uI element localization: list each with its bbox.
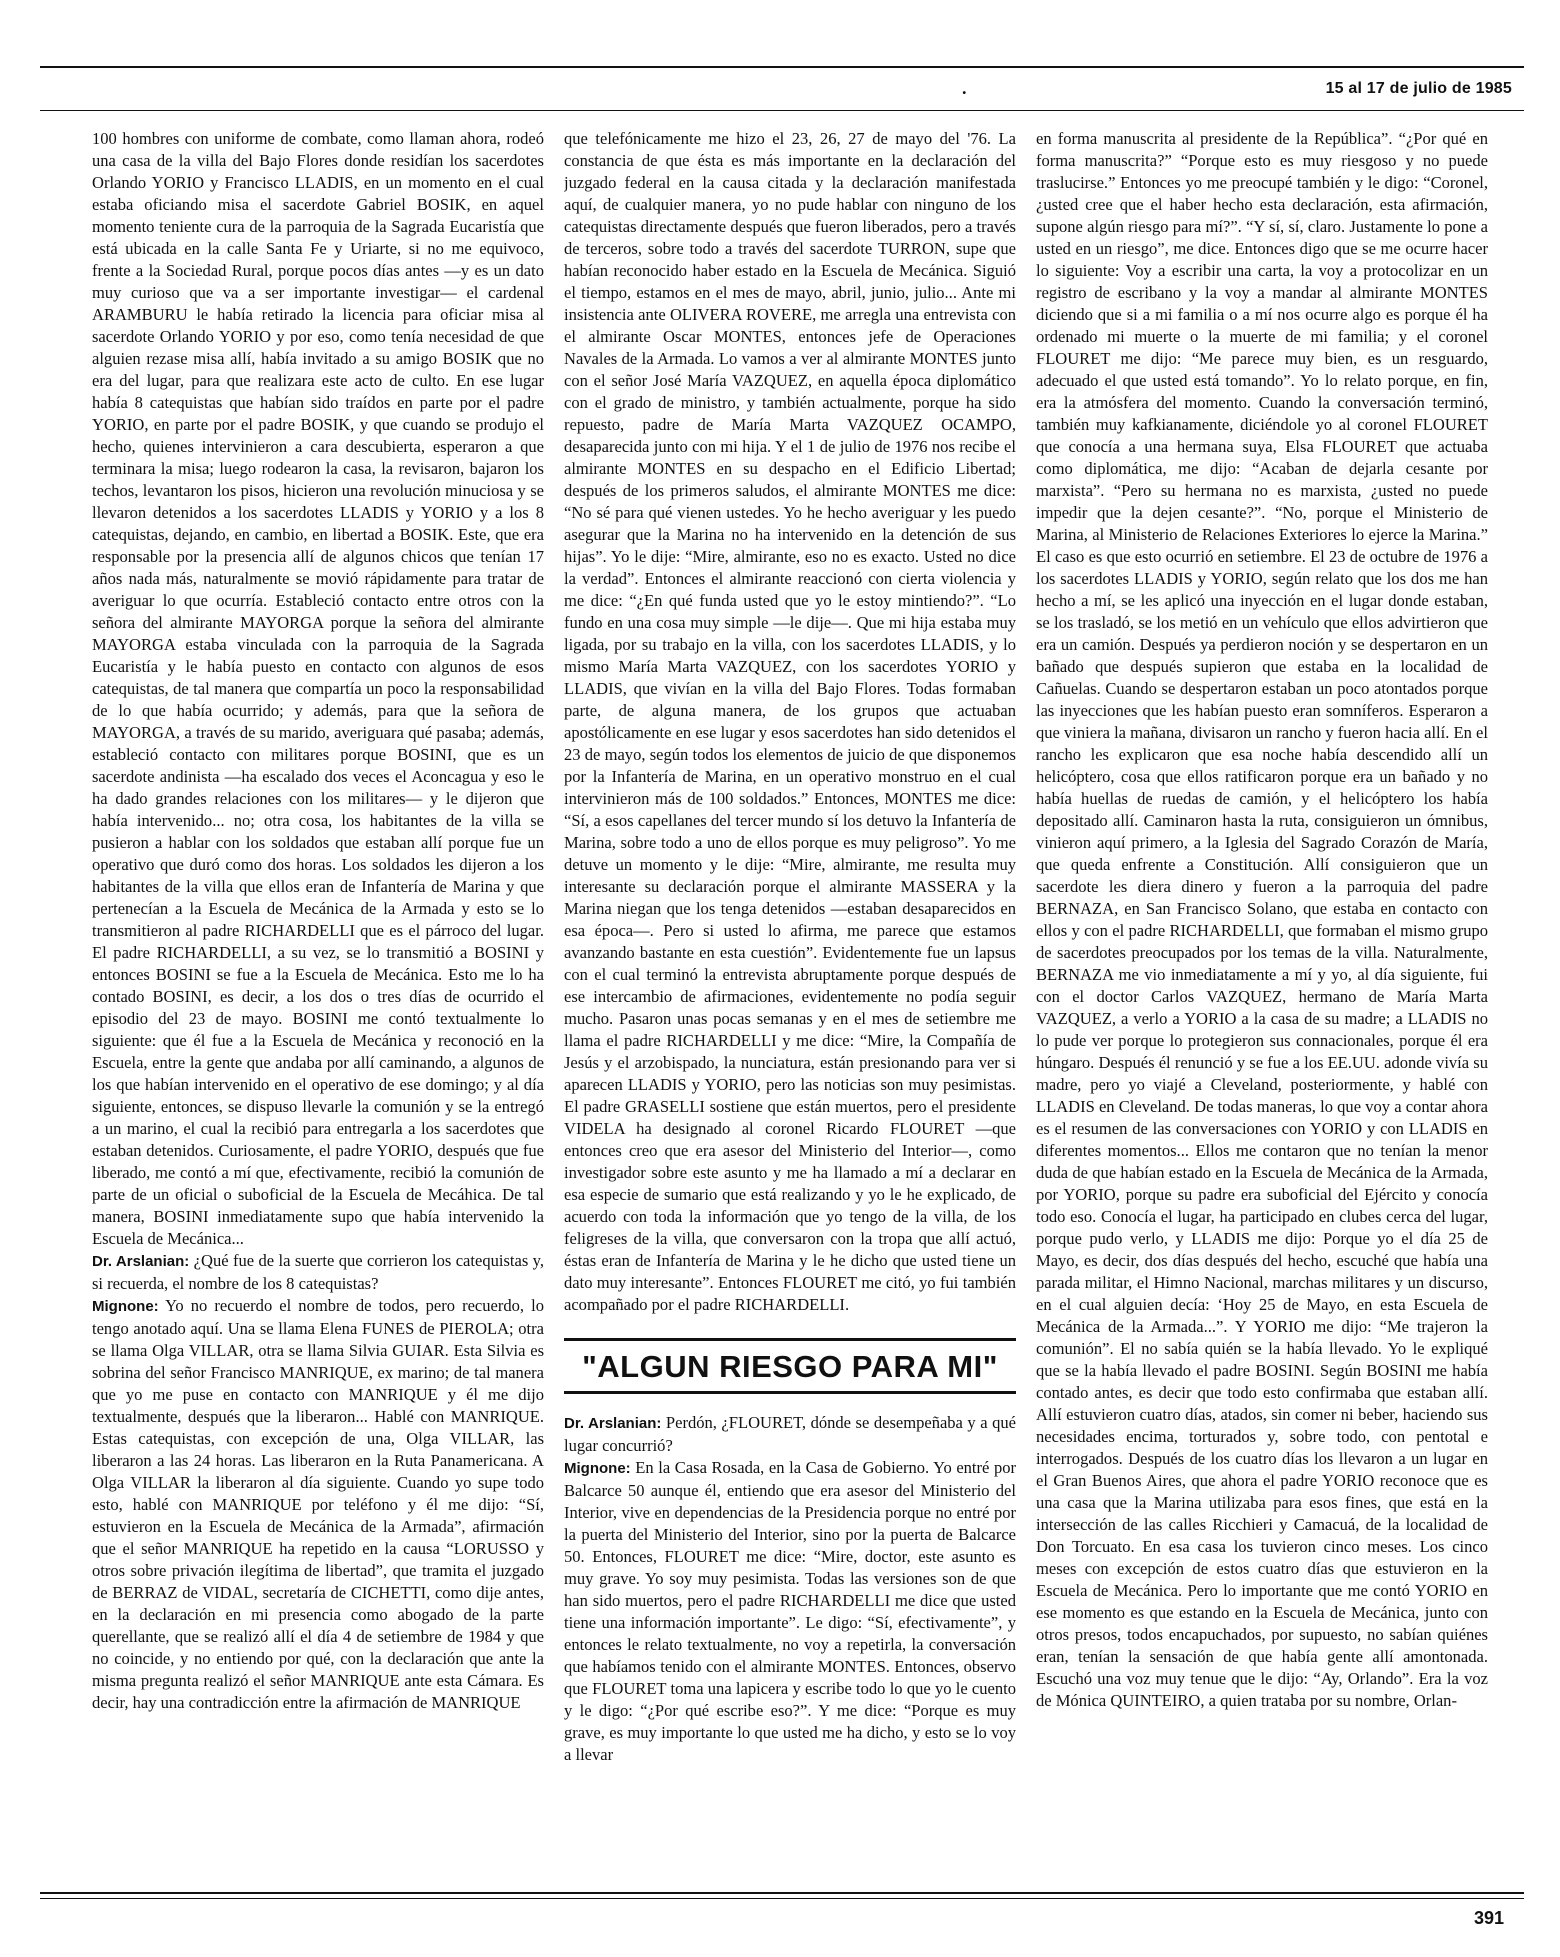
column-1 — [92, 128, 544, 1866]
header-dot: . — [962, 78, 967, 98]
bottom-rule-thin — [40, 1898, 1524, 1899]
speech-text: Yo no recuerdo el nombre de todos, pero recuerdo, lo tengo anotado aquí. Una se llama Elena FUNES de PIEROLA; otra se llama Olga VILLAR, otra se llama Silvia GUIAR. Esta Silvia es sobrina del señor Francisco MANRIQUE, ex marino; de tal manera que yo me puse en contacto con MANRIQUE y él me dijo textualmente, después que la liberaron... Hablé con MANRIQUE. Estas catequistas, con excepción de una, Olga VILLAR, las liberaron a las 24 horas. Las liberaron en la Ruta Panamericana. A Olga VILLAR la liberaron al día siguiente. Cuando yo supe todo esto, hablé con MANRIQUE por teléfono y él me dijo: “Sí, estuvieron en la Escuela de Mecánica de la Armada”, afirmación que el señor MANRIQUE ha repetido en la causa “LORUSSO y otros sobre privación ilegítima de libertad”, que tramita el juzgado de BERRAZ de VIDAL, secretaría de CICHETTI, como dije antes, en la declaración en mi presencia como abogado de la parte querellante, que se realizó allí el día 4 de setiembre de 1984 y que no coincide, y no entiendo por qué, con la declaración que ante la misma pregunta realizó el señor MANRIQUE ante esta Cámara. Es decir, hay una contradicción entre la afirmación de MANRIQUE — [92, 1296, 544, 1712]
bottom-rule — [40, 1892, 1524, 1894]
paragraph — [92, 1250, 544, 1295]
issue-date: 15 al 17 de julio de 1985 — [1325, 80, 1512, 97]
speech-text: Perdón, ¿FLOURET, dónde se desempeñaba y a qué lugar concurrió? — [564, 1413, 1016, 1455]
speaker-label: Dr. Arslanian: — [564, 1415, 662, 1432]
paragraph: en forma manuscrita al presidente de la República”. “¿Por qué en forma manuscrita?” “Porque esto es muy riesgoso y no puede traslucirse.” Entonces yo me preocupé también y le digo: “Coronel, ¿usted cree que el haber hecho esta declaración, esta afirmación, supone algún riesgo para mí?”. “Y sí, sí, claro. Justamente lo pone a usted en un riesgo”, me dice. Entonces digo que se me ocurre hacer lo siguiente: Voy a escribir una carta, la voy a protocolizar en un registro de escribano y la voy a mandar al almirante MONTES diciendo que si a mi familia o a mí nos ocurre algo es porque él ha ordenado mi muerte o la muerte de mi familia; y el coronel FLOURET me dijo: “Me parece muy bien, es un resguardo, adecuado el que usted está tomando”. Yo lo relato porque, en fin, era la atmósfera del momento. Cuando la conversación terminó, también muy kafkianamente, diciéndole yo al coronel FLOURET que conocía a una hermana suya, Elsa FLOURET que actuaba como diplomática, me dijo: “Acaban de dejarla cesante por marxista”. “Pero su hermana no es marxista, ¿usted no puede impedir que la dejen cesante?”. “No, porque el Ministerio de Marina, al Ministerio de Relaciones Exteriores lo ejerce la Marina.” El caso es que esto ocurrió en setiembre. El 23 de octubre de 1976 a los sacerdotes LLADIS y YORIO, según relato que los dos me han hecho a mí, se les aplicó una inyección en el lugar donde estaban, se los trasladó, se los metió en un vehículo que ellos advirtieron que era un camión. Después ya perdieron noción y se despertaron en un bañado que después supieron que estaba en la localidad de Cañuelas. Cuando se despertaron estaban un poco atontados porque las inyecciones que les habían puesto eran somníferos. Esperaron a que viniera la mañana, divisaron un rancho y fueron hacia allí. En el rancho les explicaron que esa noche había descendido allí un helicóptero, cosa que ellos ratificaron porque era un bañado y no había huellas de ruedas de camión, y el helicóptero los había depositado allí. Caminaron hasta la ruta, consiguieron un ómnibus, vinieron aquí primero, a la Iglesia del Sagrado Corazón de María, que queda enfrente a Constitución. Allí consiguieron que un sacerdote les diera dinero y fueron a la parroquia del padre BERNAZA, en San Francisco Solano, que estaba en contacto con ellos y con el padre RICHARDELLI, que formaban el mismo grupo de sacerdotes preocupados por los temas de la villa. Naturalmente, BERNAZA me vio inmediatamente a mí y yo, al día siguiente, fui con el doctor Carlos VAZQUEZ, hermano de María Marta VAZQUEZ, a verlo a YORIO a la casa de su madre; a LLADIS no lo pude ver porque lo protegieron sus connacionales, porque él era húngaro. Después él renunció y se fue a los EE.UU. adonde vivía su madre, pero yo viajé a Cleveland, posteriormente, y hablé con LLADIS en Cleveland. De todas maneras, lo que voy a contar ahora es el resumen de las conversaciones con YORIO y con LLADIS en diferentes momentos... Ellos me contaron que no tenían la menor duda de que habían estado en la Escuela de Mecánica de la Armada, por YORIO, porque su padre era suboficial del Ejército y conocía todo eso. Conocía el lugar, ha participado en clubes cerca del lugar, porque pudo verlo, y LLADIS me dijo: Porque yo el día 25 de Mayo, es decir, dos días después del hecho, escuché que había una parada militar, el Himno Nacional, marchas militares y un discurso, en el cual alguien decía: ‘Hoy 25 de Mayo, en esta Escuela de Mecánica de la Armada...”. Y YORIO me dijo: “Me trajeron la comunión”. El no sabía quién se la había llevado. Yo le expliqué que se la había llevado el padre BOSINI. Según BOSINI me había contado antes, es decir que todo esto confirmaba que estaban allí. Allí estuvieron cuatro días, atados, sin comer ni beber, haciendo sus necesidades encima, torturados y, sobre todo, con pentotal e interrogados. Después de los cuatro días los llevaron a un lugar en el Gran Buenos Aires, que ahora el padre YORIO reconoce que es una casa que la Marina utilizaba para esos fines, que está en la intersección de las calles Ricchieri y Camacuá, de la localidad de Don Torcuato. En esa casa los tuvieron cinco meses. Los cinco meses con excepción de estos cuatro días que estuvieron en la Escuela de Mecánica. Pero lo importante que me contó YORIO en ese momento es que estando en la Escuela de Mecánica, junto con otros presos, todos encapuchados, por supuesto, no sabían quiénes eran, tenían la sensación de que había gente allí amontonada. Escuchó una voz muy tenue que le dijo: “Ay, Orlando”. Era la voz de Mónica QUINTEIRO, a quien trataba por su nombre, Orlan- — [1036, 129, 1488, 1710]
paragraph: 100 hombres con uniforme de combate, como llaman ahora, rodeó una casa de la villa del Bajo Flores donde residían los sacerdotes Orlando YORIO y Francisco LLADIS, en un momento en el cual estaba oficiando misa el sacerdote Gabriel BOSIK, en aquel momento teniente cura de la parroquia de la Sagrada Eucaristía que está ubicada en la calle Santa Fe y Uriarte, si no me equivoco, frente a la Sociedad Rural, porque pocos días antes —y es un dato muy curioso que va a ser importante investigar— el cardenal ARAMBURU le había retirado la licencia para oficiar misa al sacerdote Orlando YORIO y por eso, como tenía necesidad de que alguien rezase misa allí, había invitado a su amigo BOSIK que no era del lugar, para que realizara este acto de culto. En ese lugar había 8 catequistas que habían sido traídos en parte por el padre YORIO, en parte por el padre BOSIK, y que cuando se produjo el hecho, quienes intervinieron a cara descubierta, esperaron a que terminara la misa; luego rodearon la casa, la revisaron, bajaron los techos, levantaron los pisos, hicieron una revolución minuciosa y se llevaron detenidos a los sacerdotes LLADIS y YORIO y a los 8 catequistas, dejando, en cambio, en libertad a BOSIK. Este, que era responsable por la presencia allí de algunos chicos que tenían 17 años nada más, naturalmente se movió rápidamente para tratar de averiguar lo que ocurría. Estableció contacto entre otros con la señora del almirante MAYORGA porque la señora del almirante MAYORGA estaba vinculada con la parroquia de la Sagrada Eucaristía y le había puesto en contacto con algunos de esos catequistas, de tal manera que compartía un poco la responsabilidad de lo que había ocurrido; y además, para que la señora de MAYORGA, a través de su marido, averiguara qué pasaba; además, estableció contacto con militares porque BOSINI, que es un sacerdote andinista —ha escalado dos veces el Aconcagua y eso le ha dado grandes relaciones con los militares— y le dijeron que había intervenido... no; otra cosa, los habitantes de la villa se pusieron a hablar con los soldados que estaban allí porque fue un operativo que duró como dos horas. Los soldados les dijeron a los habitantes de la villa que ellos eran de Infantería de Marina y que pertenecían a la Escuela de Mecánica de la Armada y esto se lo transmitieron al padre RICHARDELLI que es el párroco del lugar. El padre RICHARDELLI, a su vez, se lo transmitió a BOSINI y entonces BOSINI se fue a la Escuela de Mecánica. Esto me lo ha contado BOSINI, es decir, a los dos o tres días de ocurrido el episodio del 23 de mayo. BOSINI me contó textualmente lo siguiente: que él fue a la Escuela de Mecánica y reconoció en la Escuela, entre la gente que andaba por allí caminando, a algunos de los que habían intervenido en el operativo de ese domingo; y al día siguiente, entonces, se dispuso llevarle la comunión y se la entregó a un marino, el cual la recibió para entregarla a los sacerdotes que estaban detenidos. Curiosamente, el padre YORIO, después que fue liberado, me contó a mí que, efectivamente, recibió la comunión de parte de un oficial o suboficial de la Escuela de Mecáhica. De tal manera, BOSINI inmediatamente supo que había intervenido la Escuela de Mecánica... — [92, 129, 544, 1248]
paragraph — [92, 1295, 544, 1714]
speaker-label: Mignone: — [564, 1460, 631, 1477]
page-number: 391 — [1473, 1908, 1504, 1928]
section-heading: "ALGUN RIESGO PARA MI" — [564, 1338, 1016, 1394]
header-underline — [40, 110, 1524, 111]
speaker-label: Dr. Arslanian: — [92, 1253, 190, 1270]
column-2 — [564, 128, 1016, 1866]
speech-text: ¿Qué fue de la suerte que corrieron los catequistas y, si recuerda, el nombre de los 8 catequistas? — [92, 1251, 544, 1293]
column-3 — [1036, 128, 1488, 1866]
article-body — [92, 128, 1512, 1866]
top-rule — [40, 66, 1524, 68]
paragraph: que telefónicamente me hizo el 23, 26, 27 de mayo del '76. La constancia de que ésta es más importante en la declaración del juzgado federal en la causa citada y la declaración manifestada aquí, de cualquier manera, yo no pude hablar con ninguno de los catequistas directamente después que fueron liberados, pero a través de terceros, sobre todo a través del sacerdote TURRON, supe que habían reconocido haber estado en la Escuela de Mecánica. Siguió el tiempo, estamos en el mes de mayo, abril, junio, julio... Ante mi insistencia ante OLIVERA ROVERE, me arregla una entrevista con el almirante Oscar MONTES, entonces jefe de Operaciones Navales de la Armada. Lo vamos a ver al almirante MONTES junto con el señor José María VAZQUEZ, en aquella época diplomático con el grado de ministro, y también actualmente, porque ha sido repuesto, padre de María Marta VAZQUEZ OCAMPO, desaparecida junto con mi hija. Y el 1 de julio de 1976 nos recibe el almirante MONTES en su despacho en el Edificio Libertad; después de los primeros saludos, el almirante MONTES me dice: “No sé para qué vienen ustedes. Yo he hecho averiguar y les puedo asegurar que la Marina no ha intervenido en la detención de sus hijas”. Yo le dije: “Mire, almirante, eso no es exacto. Usted no dice la verdad”. Entonces el almirante reaccionó con cierta violencia y me dice: “¿En qué funda usted que yo le estoy mintiendo?”. “Lo fundo en una cosa muy simple —le dije—. Que mi hija estaba muy ligada, por su trabajo en la villa, con los sacerdotes LLADIS, y lo mismo María Marta VAZQUEZ, con los sacerdotes YORIO y LLADIS, que vivían en la villa del Bajo Flores. Todas formaban parte, de alguna manera, de los grupos que actuaban apostólicamente en ese lugar y esos sacerdotes han sido detenidos el 23 de mayo, según todos los elementos de juicio de que disponemos por la Infantería de Marina, en un operativo monstruo en el cual intervinieron más de 100 soldados.” Entonces, MONTES me dice: “Sí, a esos capellanes del tercer mundo sí los detuvo la Infantería de Marina, sobre todo a uno de ellos porque es muy peligroso”. Yo me detuve un momento y le dije: “Mire, almirante, me resulta muy interesante su declaración porque el almirante MASSERA y la Marina niegan que los tenga detenidos —estaban desaparecidos en esa época—. Pero si usted lo afirma, me parece que estamos avanzando bastante en esta cuestión”. Evidentemente fue un lapsus con el cual terminó la entrevista abruptamente porque después de ese intercambio de afirmaciones, evidentemente no podía seguir mucho. Pasaron unas pocas semanas y en el mes de setiembre me llama el padre RICHARDELLI y me dice: “Mire, la Compañía de Jesús y el arzobispado, la nunciatura, están presionando para ver si aparecen LLADIS y YORIO, pero las noticias son muy pesimistas. El padre GRASELLI sostiene que están muertos, pero el presidente VIDELA ha designado al coronel Ricardo FLOURET —que entonces creo que era asesor del Ministerio del Interior—, como investigador sobre este asunto y me ha llamado a mí a declarar en esa especie de sumario que está realizando y yo le he explicado, de acuerdo con toda la información que yo tengo de la villa, de los feligreses de la villa, que conversaron con la tropa que allí actuó, éstas eran de Infantería de Marina y le he dicho que usted tiene un dato muy interesante”. Entonces FLOURET me citó, yo fui también acompañado por el padre RICHARDELLI. — [564, 129, 1016, 1314]
speaker-label: Mignone: — [92, 1298, 159, 1315]
speech-text: En la Casa Rosada, en la Casa de Gobierno. Yo entré por Balcarce 50 aunque él, entiendo que era asesor del Ministerio del Interior, vive en dependencias de la Presidencia porque no entré por la puerta del Ministerio del Interior, sino por la puerta de Balcarce 50. Entonces, FLOURET me dice: “Mire, doctor, este asunto es muy grave. Yo soy muy pesimista. Todas las versiones son de que han sido muertos, pero el padre RICHARDELLI me dice que usted tiene una información importante”. Le digo: “Sí, efectivamente”, y entonces le relato textualmente, no voy a repetirla, la conversación que habíamos tenido con el almirante MONTES. Entonces, observo que FLOURET toma una lapicera y escribe todo lo que yo le cuento y le digo: “¿Por qué escribe eso?”. Y me dice: “Porque es muy grave, es muy importante lo que usted me ha dicho, y esto se lo voy a llevar — [564, 1458, 1016, 1764]
paragraph — [564, 1412, 1016, 1457]
paragraph — [564, 1457, 1016, 1766]
